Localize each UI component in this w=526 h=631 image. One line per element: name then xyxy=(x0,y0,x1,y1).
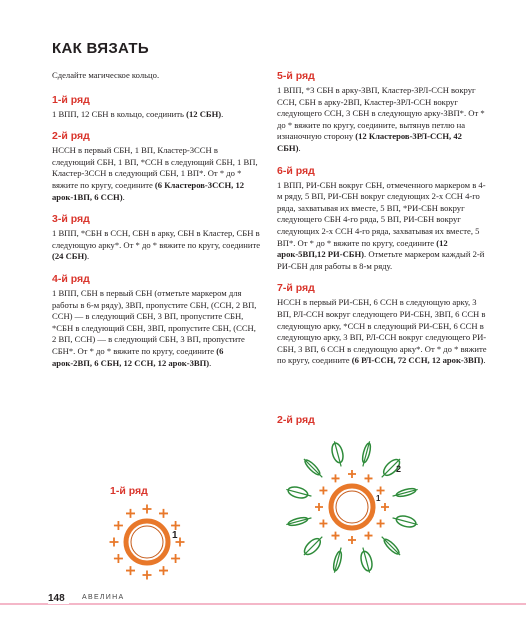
row-7-title: 7-й ряд xyxy=(277,282,315,295)
sc-stitch-icon xyxy=(319,487,327,495)
row-6-text xyxy=(277,180,487,273)
row-6-body: 1 ВПП, РИ-СБН вокруг СБН, отмеченного маркером в 4-м ряду, 5 ВП, РИ-СБН вокруг следующих 2-х ССН 4-го ряда, захватывая их вместе, 5 ВП, *РИ-СБН вокруг следующего СБН 4-го ряда, 5 ВП, РИ-СБН вокруг следующих 2-х ССН 4-го ряда, захватывая их вместе, 5 ВП*. От * до * вяжите по кругу, соедините xyxy=(277,179,486,248)
sc-stitch-icon xyxy=(332,532,340,540)
diagram-row-2 xyxy=(282,437,422,577)
instructions-left-column xyxy=(52,70,262,379)
row-3-total: (24 СБН) xyxy=(52,251,88,262)
row-1-body: 1 ВПП, 12 СБН в кольцо, соединить xyxy=(52,108,187,119)
intro-text: Сделайте магическое кольцо. xyxy=(52,70,160,80)
row-7-total: (6 РЛ-ССН, 72 ССН, 12 арок-3ВП) xyxy=(351,355,484,366)
row-3-block xyxy=(52,213,262,263)
row-3-tail: . xyxy=(87,251,90,262)
row-2-title: 2-й ряд xyxy=(52,130,90,143)
diagram-2-label-2: 2 xyxy=(396,464,402,474)
row-7-text xyxy=(277,297,487,367)
sc-stitch-icon xyxy=(319,520,327,528)
diagram-2-label-1: 1 xyxy=(376,494,381,503)
stitch-stem-icon xyxy=(304,459,322,477)
row-5-title: 5-й ряд xyxy=(277,70,315,82)
page-number: 148 xyxy=(48,593,69,604)
sc-stitch-icon xyxy=(348,536,356,544)
sc-stitch-icon xyxy=(365,474,373,482)
row-5-total: (12 Кластеров-3РЛ-ССН, 42 СБН) xyxy=(277,131,462,153)
row-2-body: НССН в первый СБН, 1 ВП, Кластер-3ССН в следующий СБН, 1 ВП, *ССН в следующий СБН, 1 ВП, Кластер-3ССН в следующий СБН, 1 ВП*. От * до * вяжите по кругу, соедините xyxy=(52,145,258,190)
row-6-block xyxy=(277,165,487,273)
sc-stitch-icon xyxy=(171,554,180,563)
page-footer xyxy=(0,590,526,620)
row-2-total: (6 Кластеров-3ССН, 12 арок-1ВП, 6 ССН) xyxy=(52,179,245,202)
sc-stitch-icon xyxy=(126,566,135,575)
instructions-right-column xyxy=(277,70,487,377)
row-5-body: 1 ВПП, *3 СБН в арку-ЗВП, Кластер-ЗРЛ-ССН вокруг ССН, СБН в арку-2ВП, Кластер-ЗРЛ-ССН вокруг следующего ССН, 3 СБН в следующую арку-ЗВП*. От * до * вяжите по кругу, соедините, вытянув петлю на изнаночную сторону xyxy=(277,85,485,142)
row-4-text xyxy=(52,288,262,369)
brand-name: АВЕЛИНА xyxy=(82,594,128,601)
magic-ring-inner-icon xyxy=(336,491,368,523)
diagram-row-1 xyxy=(92,482,202,592)
row-5-tail: . xyxy=(298,142,301,153)
row-4-block xyxy=(52,273,262,369)
row-4-title: 4-й ряд xyxy=(52,272,90,285)
sc-stitch-icon xyxy=(143,505,152,514)
footer-rule xyxy=(0,603,526,605)
row-1-title: 1-й ряд xyxy=(52,93,90,106)
row-4-total: (6 арок-2ВП, 6 СБН, 12 ССН, 12 арок-3ВП) xyxy=(52,345,224,368)
row-5-text xyxy=(277,85,487,155)
row-6-tail: . Отметьте маркером каждый 2-й РИ-СБН для работы в 8-м ряду. xyxy=(277,249,485,271)
magic-ring-icon xyxy=(331,486,373,528)
sc-stitch-icon xyxy=(171,521,180,530)
row-7-tail: . xyxy=(483,355,486,366)
row-3-body: 1 ВПП, *СБН в ССН, СБН в арку, СБН в Кластер, СБН в следующую арку*. От * до * вяжите по кругу, соедините xyxy=(52,228,261,250)
sc-stitch-icon xyxy=(159,509,168,518)
diagram-2-title: 2-й ряд xyxy=(277,414,315,426)
sc-stitch-group xyxy=(110,505,185,580)
sc-stitch-group xyxy=(315,470,389,544)
stitch-stem-icon xyxy=(382,537,400,555)
row-7-block xyxy=(277,282,487,367)
row-1-text xyxy=(52,109,262,121)
row-3-text xyxy=(52,228,262,263)
row-1-total: (12 СБН) xyxy=(186,108,222,119)
row-6-title: 6-й ряд xyxy=(277,164,315,177)
cluster-stitch-group xyxy=(286,441,417,572)
sc-stitch-icon xyxy=(365,532,373,540)
row-5-block xyxy=(277,70,487,155)
row-2-tail: . xyxy=(122,191,125,202)
row-7-body: НССН в первый РИ-СБН, 6 ССН в следующую арку, 3 ВП, РЛ-ССН вокруг следующего РИ-СБН, ЗВП, 6 ССН в следующую арку, *ССН в следующий РИ-СБН, 6 ССН в следующую арку, 3 ВП, РЛ-ССН вокруг следующего РИ-СБН, 3 ВП, 6 ССН в следующую арку*. От * до * вяжите по кругу, соедините xyxy=(277,297,487,366)
sc-stitch-icon xyxy=(348,470,356,478)
row-3-title: 3-й ряд xyxy=(52,213,90,226)
sc-stitch-icon xyxy=(114,521,123,530)
sc-stitch-icon xyxy=(143,571,152,580)
magic-ring-inner-icon xyxy=(131,526,163,558)
sc-stitch-icon xyxy=(332,474,340,482)
sc-stitch-icon xyxy=(110,538,119,547)
row-4-body: 1 ВПП, СБН в первый СБН (отметьте маркером для работы в 6-м ряду), ЗВП, пропустите СБН, (ССН, 2 ВП, ССН) — в следующий СБН, 3 ВП, пропустите СБН, *СБН в следующий СБН, ЗВП, пропустите СБН, (ССН, 2 ВП, ССН) — в следующий СБН, 3 ВП, пропустите СБН*. От * до * вяжите по кругу, соедините xyxy=(52,287,257,356)
diagram-1-label: 1 xyxy=(172,530,178,541)
row-2-block xyxy=(52,130,262,203)
page-title: КАК ВЯЗАТЬ xyxy=(52,40,149,57)
row-6-total: (12 арок-5ВП,12 РИ-СБН) xyxy=(277,237,448,260)
sc-stitch-icon xyxy=(126,509,135,518)
diagram-1-title: 1-й ряд xyxy=(110,485,148,497)
sc-stitch-icon xyxy=(377,520,385,528)
sc-stitch-icon xyxy=(114,554,123,563)
row-2-text xyxy=(52,145,262,203)
row-1-block xyxy=(52,94,262,121)
sc-stitch-icon xyxy=(159,566,168,575)
magic-ring-icon xyxy=(126,521,168,563)
sc-stitch-icon xyxy=(381,503,389,511)
row-4-tail: . xyxy=(209,357,212,368)
sc-stitch-icon xyxy=(315,503,323,511)
row-1-tail: . xyxy=(221,108,224,119)
